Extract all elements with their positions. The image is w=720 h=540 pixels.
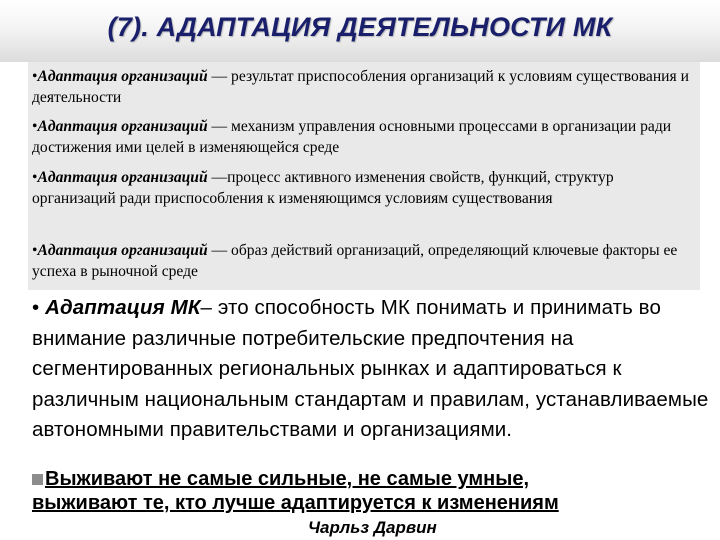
main-paragraph bbox=[32, 293, 712, 446]
definition-text: —процесс активного изменения свойств, функций, структур организаций ради приспособления к изменяющимся условиям существования bbox=[32, 169, 614, 207]
definition-term: Адаптация организаций bbox=[37, 169, 208, 186]
main-text: – это способность МК понимать и принимать во внимание различные потребительские предпочтения на сегментированных региональных рынках и адаптироваться к различным национальным стандартам и правилам, устанавливаемые автономными правительствами и организациями. bbox=[32, 296, 709, 441]
bullet: • bbox=[32, 169, 38, 186]
quote-line-1: Выживают не самые сильные, не самые умные, bbox=[45, 468, 530, 490]
definition-text: — результат приспособления организаций к условиям существования и деятельности bbox=[32, 68, 689, 106]
definition-item bbox=[32, 66, 700, 108]
definition-text: — механизм управления основными процессами в организации ради достижения ими целей в изменяющейся среде bbox=[32, 118, 672, 156]
slide-title: (7). АДАПТАЦИЯ ДЕЯТЕЛЬНОСТИ МК bbox=[107, 12, 613, 42]
definition-term: Адаптация организаций bbox=[37, 118, 208, 135]
definition-term: Адаптация организаций bbox=[37, 242, 208, 259]
darwin-quote bbox=[32, 467, 712, 515]
definition-term: Адаптация организаций bbox=[37, 68, 208, 85]
bullet: • bbox=[32, 68, 38, 85]
definition-item bbox=[32, 240, 700, 282]
square-bullet-icon bbox=[32, 474, 43, 485]
bullet: • bbox=[32, 118, 38, 135]
bullet: • bbox=[32, 242, 38, 259]
definition-item bbox=[32, 167, 700, 209]
quote-author: Чарльз Дарвин bbox=[308, 518, 437, 537]
quote-line-2: выживают те, кто лучше адаптируется к изменениям bbox=[32, 492, 559, 514]
bullet: • bbox=[32, 296, 40, 319]
main-term: Адаптация МК bbox=[45, 296, 201, 319]
definition-item bbox=[32, 116, 700, 158]
definition-text: — образ действий организаций, определяющий ключевые факторы ее успеха в рыночной среде bbox=[32, 242, 678, 280]
